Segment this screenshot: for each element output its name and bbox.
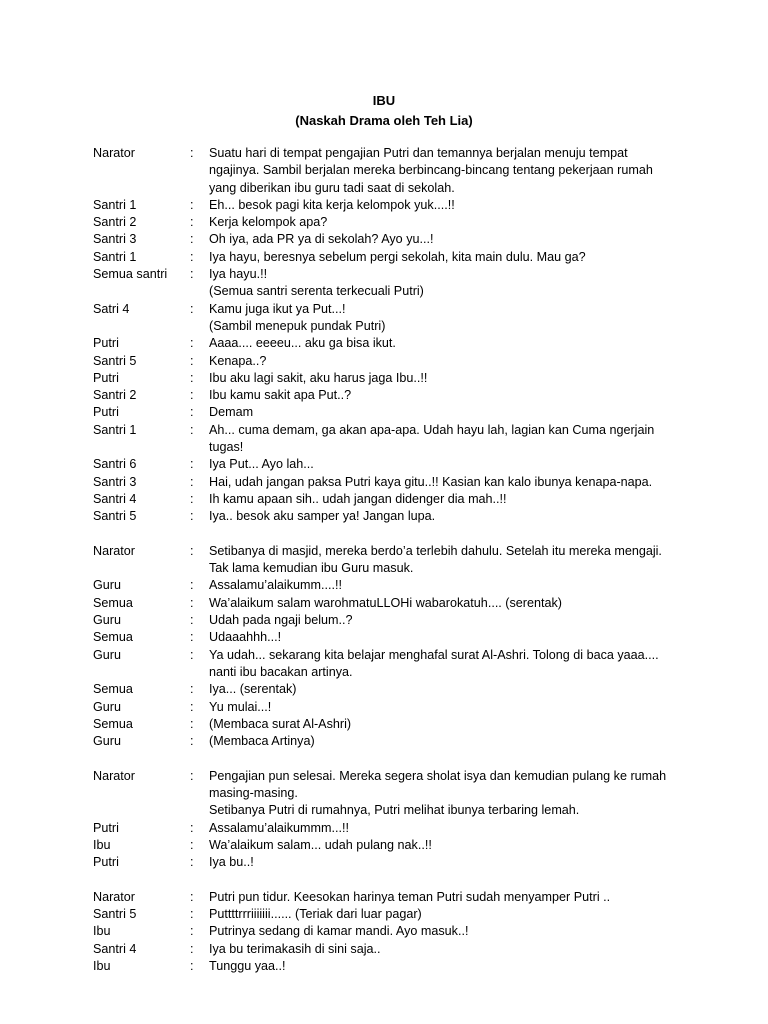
dialogue-line: [0, 837, 768, 854]
dialogue-text: Ih kamu apaan sih.. udah jangan didenger dia mah..!!: [209, 491, 507, 506]
dialogue-text: Ya udah... sekarang kita belajar menghafal surat Al-Ashri. Tolong di baca yaaa.... nanti ibu bacakan artinya.: [209, 647, 659, 679]
dialogue-line: [0, 335, 768, 352]
separator-colon: :: [190, 889, 194, 904]
dialogue-text: Putrinya sedang di kamar mandi. Ayo masuk..!: [209, 924, 469, 939]
speaker-name: Semua: [93, 716, 133, 731]
separator-colon: :: [190, 146, 194, 160]
dialogue-line: [0, 577, 768, 594]
speaker-name: Putri: [93, 336, 119, 351]
dialogue-line: [0, 456, 768, 473]
speaker-name: Santri 2: [93, 388, 137, 403]
speaker-name: Semua santri: [93, 267, 168, 282]
speaker-name: Ibu: [93, 958, 111, 973]
dialogue-text: Suatu hari di tempat pengajian Putri dan temannya berjalan menuju tempat ngajinya. Sambil berjalan mereka berbincang-bincang tentang pekerjaan rumah yang diberikan ibu guru tadi saat di sekolah.: [209, 146, 653, 195]
speaker-name: Guru: [93, 578, 121, 593]
dialogue-text: Pengajian pun selesai. Mereka segera sholat isya dan kemudian pulang ke rumah masing-masing. Setibanya Putri di rumahnya, Putri melihat ibunya terbaring lemah.: [209, 768, 667, 818]
dialogue-text: Kenapa..?: [209, 353, 267, 368]
separator-colon: :: [190, 215, 194, 230]
dialogue-text: Aaaa.... eeeeu... aku ga bisa ikut.: [209, 336, 396, 351]
dialogue-text: Iya bu terimakasih di sini saja..: [209, 941, 381, 956]
dialogue-text: Kerja kelompok apa?: [209, 215, 328, 230]
dialogue-text: Ah... cuma demam, ga akan apa-apa. Udah hayu lah, lagian kan Cuma ngerjain tugas!: [209, 422, 655, 455]
speaker-name: Santri 5: [93, 907, 137, 922]
speaker-name: Putri: [93, 370, 119, 385]
separator-colon: :: [190, 543, 194, 558]
speaker-name: Santri 1: [93, 422, 137, 437]
speaker-name: Semua: [93, 630, 133, 645]
dialogue-line: [0, 941, 768, 958]
separator-colon: :: [190, 820, 194, 835]
dialogue-line: [0, 543, 768, 578]
separator-colon: :: [190, 699, 194, 714]
speaker-name: Santri 1: [93, 249, 137, 264]
dialogue-line: [0, 681, 768, 698]
dialogue-text: Eh... besok pagi kita kerja kelompok yuk....!!: [209, 197, 455, 212]
document-title: IBU: [372, 93, 396, 108]
dialogue-text: Iya... (serentak): [209, 682, 297, 697]
dialogue-text: (Membaca Artinya): [209, 734, 315, 749]
dialogue-line: [0, 889, 768, 906]
document-subtitle: (Naskah Drama oleh Teh Lia): [295, 113, 473, 128]
dialogue-text: Tunggu yaa..!: [209, 958, 286, 973]
separator-colon: :: [190, 336, 194, 351]
separator-colon: :: [190, 388, 194, 403]
speaker-name: Santri 5: [93, 509, 137, 524]
speaker-name: Satri 4: [93, 301, 130, 316]
dialogue-line: [0, 716, 768, 733]
dialogue-text: Yu mulai...!: [209, 699, 272, 714]
speaker-name: Narator: [93, 889, 135, 904]
separator-colon: :: [190, 716, 194, 731]
dialogue-line: [0, 422, 768, 457]
scene-gap: [0, 871, 768, 888]
dialogue-line: [0, 647, 768, 682]
dialogue-line: [0, 370, 768, 387]
dialogue-line: [0, 699, 768, 716]
separator-colon: :: [190, 232, 194, 247]
dialogue-text: Iya.. besok aku samper ya! Jangan lupa.: [209, 509, 436, 524]
separator-colon: :: [190, 249, 194, 264]
dialogue-line: [0, 145, 768, 197]
speaker-name: Putri: [93, 820, 119, 835]
dialogue-text: Wa’alaikum salam warohmatuLLOHi wabarokatuh.... (serentak): [209, 595, 562, 610]
speaker-name: Semua: [93, 595, 133, 610]
separator-colon: :: [190, 353, 194, 368]
separator-colon: :: [190, 924, 194, 939]
dialogue-line: [0, 768, 768, 820]
speaker-name: Santri 1: [93, 197, 137, 212]
dialogue-text: Iya hayu.!! (Semua santri serenta terkecuali Putri): [209, 267, 424, 299]
dialogue-line: [0, 595, 768, 612]
dialogue-text: (Membaca surat Al-Ashri): [209, 716, 352, 731]
dialogue-text: Setibanya di masjid, mereka berdo’a terlebih dahulu. Setelah itu mereka mengaji. Tak lama kemudian ibu Guru masuk.: [209, 543, 662, 576]
dialogue-text: Assalamu’alaikumm....!!: [209, 578, 342, 593]
speaker-name: Guru: [93, 647, 121, 662]
separator-colon: :: [190, 595, 194, 610]
separator-colon: :: [190, 630, 194, 645]
dialogue-line: [0, 906, 768, 923]
separator-colon: :: [190, 457, 194, 472]
dialogue-text: Iya hayu, beresnya sebelum pergi sekolah, kita main dulu. Mau ga?: [209, 249, 586, 264]
speaker-name: Santri 3: [93, 474, 137, 489]
separator-colon: :: [190, 405, 194, 420]
separator-colon: :: [190, 734, 194, 749]
dialogue-line: [0, 266, 768, 301]
speaker-name: Narator: [93, 543, 135, 558]
separator-colon: :: [190, 855, 194, 870]
speaker-name: Guru: [93, 613, 121, 628]
dialogue-line: [0, 854, 768, 871]
speaker-name: Ibu: [93, 837, 111, 852]
dialogue-line: [0, 249, 768, 266]
dialogue-text: Ibu kamu sakit apa Put..?: [209, 388, 352, 403]
separator-colon: :: [190, 768, 194, 783]
speaker-name: Santri 3: [93, 232, 137, 247]
dialogue-line: [0, 491, 768, 508]
speaker-name: Santri 4: [93, 941, 137, 956]
separator-colon: :: [190, 474, 194, 489]
speaker-name: Narator: [93, 146, 135, 160]
dialogue-text: Udah pada ngaji belum..?: [209, 613, 353, 628]
separator-colon: :: [190, 197, 194, 212]
dialogue-text: Demam: [209, 405, 254, 420]
separator-colon: :: [190, 941, 194, 956]
speaker-name: Santri 4: [93, 491, 137, 506]
separator-colon: :: [190, 907, 194, 922]
separator-colon: :: [190, 491, 194, 506]
script-body: [0, 145, 768, 975]
dialogue-line: [0, 301, 768, 336]
speaker-name: Guru: [93, 734, 121, 749]
separator-colon: :: [190, 267, 194, 282]
dialogue-text: Iya bu..!: [209, 855, 254, 870]
dialogue-line: [0, 923, 768, 940]
dialogue-line: [0, 197, 768, 214]
dialogue-line: [0, 214, 768, 231]
dialogue-line: [0, 733, 768, 750]
separator-colon: :: [190, 422, 194, 437]
separator-colon: :: [190, 370, 194, 385]
dialogue-text: Iya Put... Ayo lah...: [209, 457, 314, 472]
dialogue-line: [0, 474, 768, 491]
speaker-name: Guru: [93, 699, 121, 714]
dialogue-line: [0, 612, 768, 629]
speaker-name: Santri 6: [93, 457, 137, 472]
dialogue-text: Assalamu’alaikummm...!!: [209, 820, 349, 835]
speaker-name: Santri 2: [93, 215, 137, 230]
separator-colon: :: [190, 958, 194, 973]
dialogue-text: Putri pun tidur. Keesokan harinya teman Putri sudah menyamper Putri ..: [209, 889, 611, 904]
dialogue-line: [0, 820, 768, 837]
dialogue-text: Ibu aku lagi sakit, aku harus jaga Ibu..!!: [209, 370, 428, 385]
separator-colon: :: [190, 509, 194, 524]
dialogue-text: Wa’alaikum salam... udah pulang nak..!!: [209, 837, 432, 852]
speaker-name: Putri: [93, 855, 119, 870]
speaker-name: Putri: [93, 405, 119, 420]
speaker-name: Narator: [93, 768, 135, 783]
dialogue-text: Oh iya, ada PR ya di sekolah? Ayo yu...!: [209, 232, 434, 247]
scene-gap: [0, 526, 768, 543]
dialogue-text: Kamu juga ikut ya Put...! (Sambil menepuk pundak Putri): [209, 301, 386, 333]
dialogue-line: [0, 629, 768, 646]
separator-colon: :: [190, 647, 194, 662]
dialogue-line: [0, 958, 768, 975]
separator-colon: :: [190, 837, 194, 852]
dialogue-line: [0, 353, 768, 370]
dialogue-line: [0, 387, 768, 404]
separator-colon: :: [190, 301, 194, 316]
dialogue-line: [0, 404, 768, 421]
separator-colon: :: [190, 682, 194, 697]
dialogue-line: [0, 508, 768, 525]
dialogue-line: [0, 231, 768, 248]
speaker-name: Ibu: [93, 924, 111, 939]
dialogue-text: Udaaahhh...!: [209, 630, 282, 645]
speaker-name: Semua: [93, 682, 133, 697]
speaker-name: Santri 5: [93, 353, 137, 368]
separator-colon: :: [190, 578, 194, 593]
separator-colon: :: [190, 613, 194, 628]
scene-gap: [0, 750, 768, 767]
dialogue-text: Puttttrrriiiiiii...... (Teriak dari luar pagar): [209, 907, 422, 922]
dialogue-text: Hai, udah jangan paksa Putri kaya gitu..!! Kasian kan kalo ibunya kenapa-napa.: [209, 474, 653, 489]
